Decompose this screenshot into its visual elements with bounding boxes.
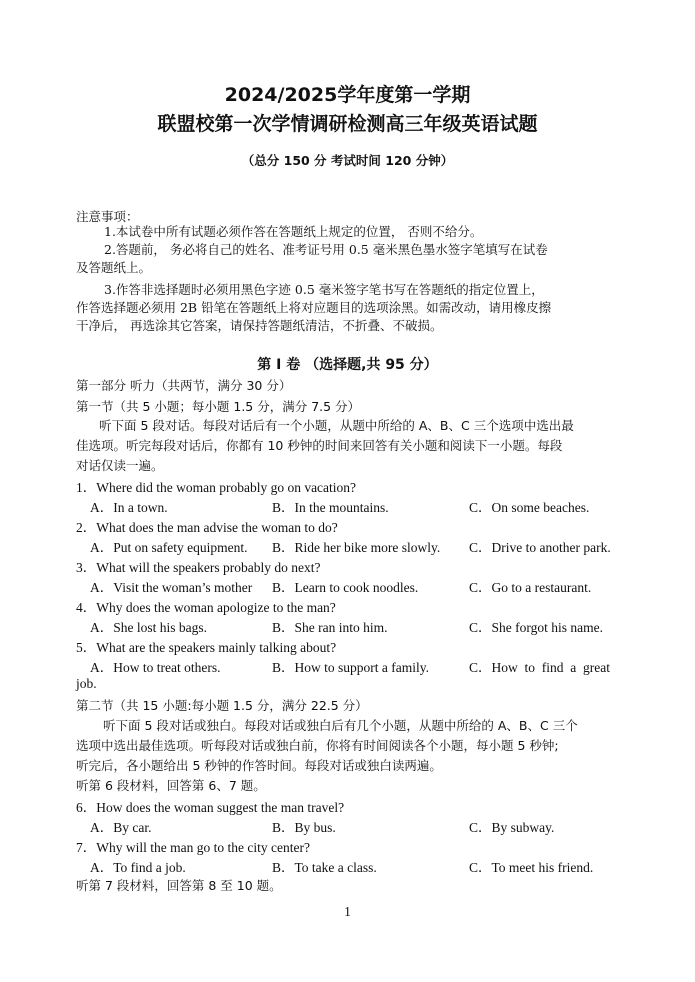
notice-label: 注意事项： — [76, 209, 139, 224]
sub2-instruction-3: 听完后，各小题给出 5 秒钟的作答时间。每段对话或独白读两遍。 — [76, 758, 442, 773]
question-7-stem: 7．Why will the man go to the city center? — [76, 840, 310, 855]
sub2-title: 第二节（共 15 小题:每小题 1.5 分，满分 22.5 分） — [76, 698, 368, 713]
material-6-note: 听第 6 段材料，回答第 6、7 题。 — [76, 778, 266, 793]
question-3-option-c: C．Go to a restaurant. — [469, 580, 592, 595]
notice-line-2b: 及答题纸上。 — [76, 260, 152, 275]
question-4-option-a: A．She lost his bags. — [90, 620, 208, 635]
question-2-stem: 2．What does the man advise the woman to do? — [76, 520, 338, 535]
question-5-option-a: A．How to treat others. — [90, 660, 221, 675]
question-4-option-b: B．She ran into him. — [272, 620, 388, 635]
question-7-option-a: A．To find a job. — [90, 860, 186, 875]
question-6-option-a: A．By car. — [90, 820, 152, 835]
question-1-stem: 1．Where did the woman probably go on vacation? — [76, 480, 357, 495]
section1-title: 第一部分 听力（共两节，满分 30 分） — [76, 378, 292, 393]
question-3-stem: 3．What will the speakers probably do next? — [76, 560, 321, 575]
sub1-title: 第一节（共 5 小题；每小题 1.5 分，满分 7.5 分） — [76, 399, 361, 414]
question-5-option-c: C．How to find a great — [469, 660, 610, 675]
page-number: 1 — [344, 904, 351, 919]
question-6-stem: 6．How does the woman suggest the man travel? — [76, 800, 345, 815]
notice-line-3a: 3.作答非选择题时必须用黑色字迹 0.5 毫米签字笔书写在答题纸的指定位置上， — [104, 282, 544, 297]
title-line-2: 联盟校第一次学情调研检测高三年级英语试题 — [157, 113, 538, 135]
question-6-option-b: B．By bus. — [272, 820, 336, 835]
question-1-option-c: C．On some beaches. — [469, 500, 590, 515]
question-3-option-a: A．Visit the woman’s mother — [90, 580, 253, 595]
question-4-stem: 4．Why does the woman apologize to the man? — [76, 600, 336, 615]
notice-line-2a: 2.答题前， 务必将自己的姓名、准考证号用 0.5 毫米黑色墨水签字笔填写在试卷 — [104, 242, 548, 257]
question-2-option-a: A．Put on safety equipment. — [90, 540, 248, 555]
question-5-option-b: B．How to support a family. — [272, 660, 429, 675]
question-7-option-c: C．To meet his friend. — [469, 860, 594, 875]
question-5-option-c-wrap: job. — [76, 676, 97, 691]
sub2-instruction-1: 听下面 5 段对话或独白。每段对话或独白后有几个小题，从题中所给的 A、B、C 三个 — [103, 718, 578, 733]
question-2-option-c: C．Drive to another park. — [469, 540, 611, 555]
question-2-option-b: B．Ride her bike more slowly. — [272, 540, 441, 555]
question-7-option-b: B．To take a class. — [272, 860, 377, 875]
title-line-1: 2024/2025学年度第一学期 — [224, 84, 471, 106]
notice-line-3c: 干净后， 再选涂其它答案，请保持答题纸清洁，不折叠、不破损。 — [76, 318, 443, 333]
sub1-instruction-1: 听下面 5 段对话。每段对话后有一个小题，从题中所给的 A、B、C 三个选项中选出最 — [99, 418, 574, 433]
material-7-note: 听第 7 段材料，回答第 8 至 10 题。 — [76, 878, 282, 893]
question-4-option-c: C．She forgot his name. — [469, 620, 603, 635]
notice-line-3b: 作答选择题必须用 2B 铅笔在答题纸上将对应题目的选项涂黑。如需改动，请用橡皮擦 — [76, 300, 552, 315]
sub1-instruction-3: 对话仅读一遍。 — [76, 458, 164, 473]
part-heading: 第 Ⅰ 卷 （选择题,共 95 分） — [257, 357, 438, 373]
score-info: （总分 150 分 考试时间 120 分钟） — [241, 153, 454, 168]
question-1-option-b: B．In the mountains. — [272, 500, 389, 515]
sub1-instruction-2: 佳选项。听完每段对话后，你都有 10 秒钟的时间来回答有关小题和阅读下一小题。每段 — [76, 438, 563, 453]
question-1-option-a: A．In a town. — [90, 500, 168, 515]
notice-line-1: 1.本试卷中所有试题必须作答在答题纸上规定的位置， 否则不给分。 — [104, 224, 483, 239]
question-3-option-b: B．Learn to cook noodles. — [272, 580, 419, 595]
question-6-option-c: C．By subway. — [469, 820, 555, 835]
sub2-instruction-2: 选项中选出最佳选项。听每段对话或独白前，你将有时间阅读各个小题，每小题 5 秒钟; — [76, 738, 559, 753]
question-5-stem: 5．What are the speakers mainly talking about? — [76, 640, 337, 655]
